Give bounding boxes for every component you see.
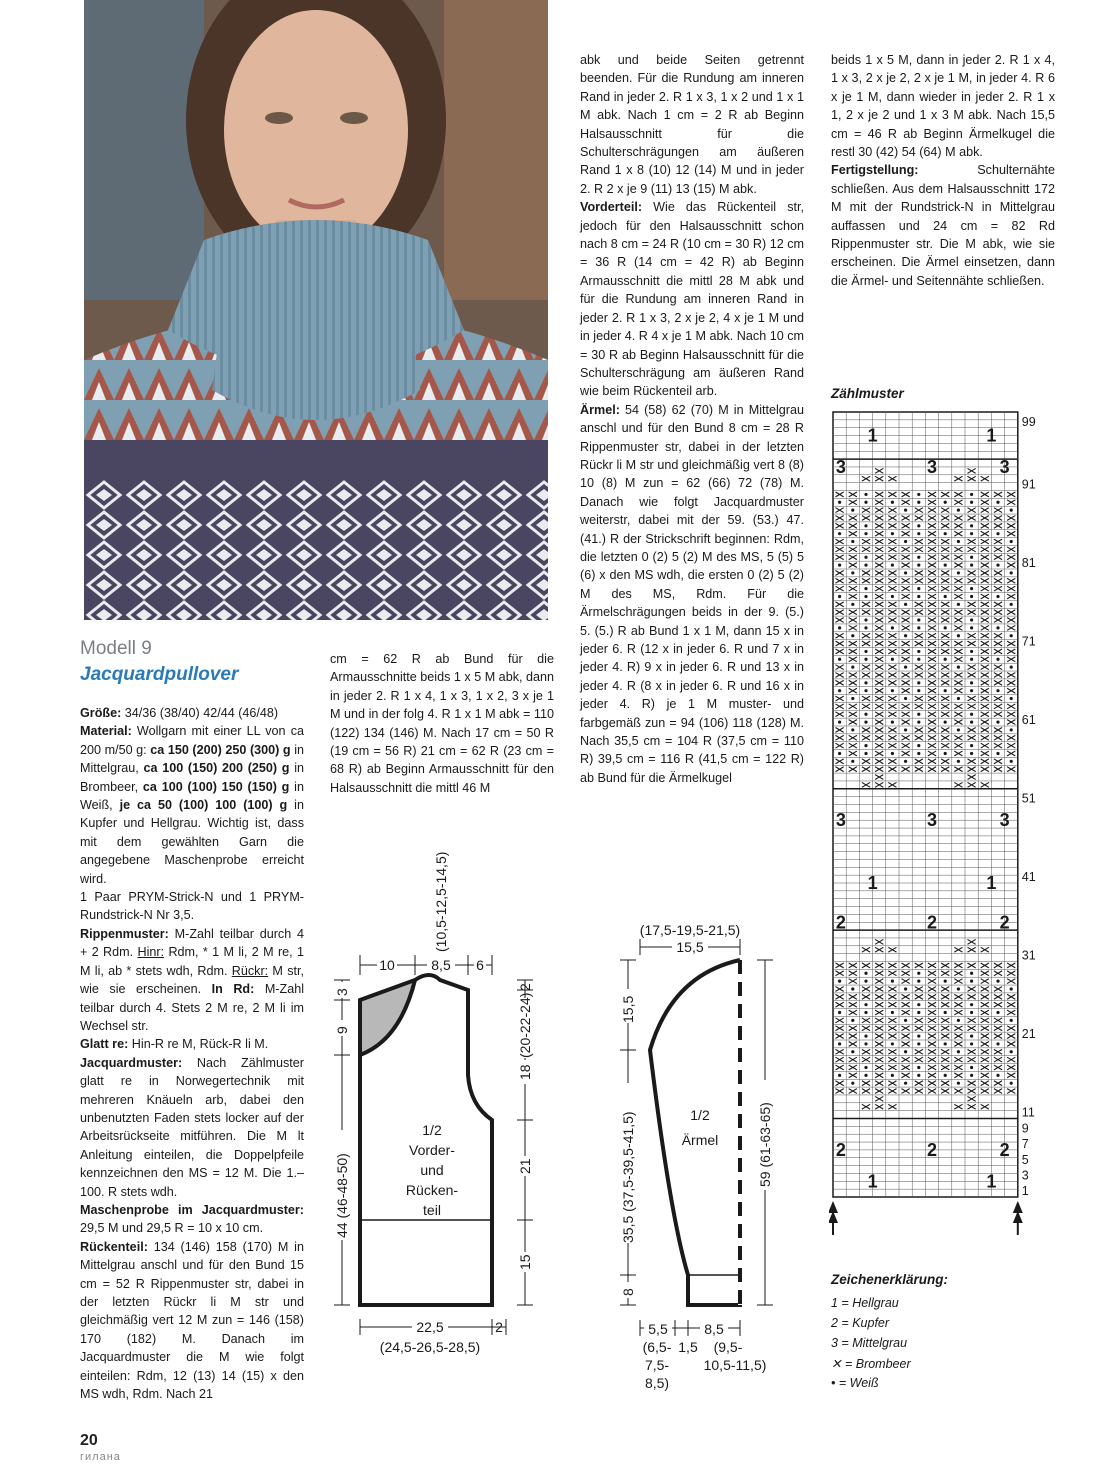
- chart-number: 1: [867, 873, 878, 893]
- row-label: 21: [1021, 1027, 1036, 1042]
- sleeve-bottom-55-a: (6,5-: [642, 1339, 672, 1355]
- row-label: 41: [1021, 870, 1036, 885]
- chart-number: 2: [999, 912, 1010, 933]
- dim-right-15: 15: [517, 1254, 533, 1270]
- maschen-para: Maschenprobe im Jacquardmuster: 29,5 M und 29,5 R = 10 x 10 cm.: [80, 1202, 304, 1236]
- chart-number: 3: [835, 456, 846, 477]
- chart-number: 1: [986, 425, 997, 446]
- aermel-para: Ärmel: 54 (58) 62 (70) M in Mittelgrau anschl und für den Bund 8 cm = 28 R Rippenmuster str, dabei in der letzten Rückr li M str und gleichmäßig vert 8 (8) 10 (8) M zun = 62 (66) 72 (78) M. Danach wie folgt Jacquardmuster weiterstr, dabei mit der 59. (53.) 47. (41.) R der Strickschrift beginnen: Rdm, die letzten 0 (2) 5 (2) M des MS, 5 (5) 5 (6) x den MS wdh, die ersten 0 (2) 5 (2) M des MS, Rdm. Für die Ärmelschrägungen beids in der 9. (5.) 5. (5.) R ab Bund 1 x 1 M, dann 15 x in jeder 6. R (12 x in jeder 6. R und 7 x in jeder 4. R) 9 x in jeder 6. R und 13 x in jeder 4. R (8 x in jeder 6. R und 16 x in jeder 4. R) je 1 M muster- und farbgemäß zun = 94 (106) 118 (128) M. Nach 35,5 cm = 104 R (37,5 cm = 110 R) 39,5 cm = 116 R (41,5 cm = 122 R) ab Bund für die Ärmelkugel: [580, 402, 804, 785]
- sleeve-label-1: 1/2: [690, 1107, 710, 1123]
- chart-number: 2: [835, 912, 846, 933]
- body-label-4: Rücken-: [405, 1182, 459, 1198]
- sleeve-bottom-85-b: 10,5-11,5): [703, 1357, 767, 1373]
- chart-number: 1: [986, 873, 997, 893]
- chart-number: 1: [867, 1171, 878, 1192]
- sleeve-top-155: 15,5: [676, 939, 704, 955]
- dim-right-2: 2: [517, 983, 533, 991]
- chart-grid: [833, 412, 1018, 1197]
- sleeve-bottom-55-c: 8,5): [644, 1375, 670, 1391]
- row-label: 31: [1021, 948, 1036, 963]
- photo-illustration: [84, 0, 548, 620]
- dim-left-44: 44 (46-48-50): [334, 1153, 350, 1238]
- col2-para: cm = 62 R ab Bund für die Armausschnitte beids 1 x 5 M abk, dann in jeder 2. R 1 x 4, 1 x 3, 1 x 2, 3 x je 1 M und in der folg 4. R 1 x 1 M abk = 110 (122) 134 (146) M. Nach 17 cm = 50 R (19 cm = 56 R) 21 cm = 62 R (23 cm = 68 R) ab Beginn Armausschnitt für den Halsausschnitt die mittl 46 M: [330, 652, 555, 795]
- sleeve-bottom-15: 1,5: [678, 1339, 698, 1355]
- row-label: 3: [1021, 1168, 1029, 1183]
- chart-number: 1: [867, 425, 878, 446]
- rippen-para: Rippenmuster: M-Zahl teilbar durch 4 + 2 Rdm. Hinr: Rdm, * 1 M li, 2 M re, 1 M li, ab * stets wdh, Rdm. Rückr: M str, wie sie erscheinen. In Rd: M-Zahl teilbar durch 4. Stets 2 M re, 2 M li im Wechsel str.: [80, 926, 304, 1033]
- sleeve-right-59: 59 (61-63-65): [757, 1102, 773, 1187]
- needles-para: 1 Paar PRYM-Strick-N und 1 PRYM-Rundstrick-N Nr 3,5.: [80, 890, 304, 923]
- column-2: [330, 650, 554, 797]
- column-3: [580, 51, 804, 787]
- glatt-para: Glatt re: Hin-R re M, Rück-R li M.: [80, 1037, 269, 1052]
- sleeve-top-sizes: (17,5-19,5-21,5): [639, 922, 741, 938]
- chart-number: 3: [926, 456, 938, 477]
- sleeve-left-355: 35,5 (37,5-39,5-41,5): [620, 1111, 636, 1243]
- dim-left-3: 3: [334, 988, 350, 996]
- row-label: 9: [1021, 1121, 1029, 1136]
- dim-top-10: 10: [379, 957, 395, 973]
- ruecken-para: Rückenteil: 134 (146) 158 (170) M in Mittelgrau anschl und für den Bund 15 cm = 52 R Rippenmuster str, dabei in der letzten Rückr li M str und gleichmäßig vert 12 M zun = 146 (158) 170 (182) M. Danach im Jacquardmuster die M wie folgt einteilen: Rdm, 12 (13) 14 (15) x den MS wdh, Rdm. Nach 21: [80, 1239, 304, 1402]
- col3-para1: abk und beide Seiten getrennt beenden. Für die Rundung am inneren Rand in jeder 2. R 1 x 3, 1 x 2 und 1 x 1 M abk. Nach 1 cm = 2 R ab Beginn Halsausschnitt für die Schulterschrägungen am äußeren Rand 1 x 8 (10) 12 (14) M und in jeder 2. R 2 x je 9 (11) 13 (15) M abk.: [580, 53, 804, 196]
- row-label: 7: [1021, 1137, 1029, 1152]
- chart-number: 3: [926, 810, 938, 831]
- chart-number: 2: [926, 1139, 938, 1160]
- dim-top-neck: (10,5-12,5-14,5): [433, 851, 449, 952]
- groesse-para: Größe: 34/36 (38/40) 42/44 (46/48): [80, 706, 279, 720]
- sleeve-bottom-55: 5,5: [648, 1321, 668, 1337]
- chart-number: 3: [835, 810, 846, 831]
- dim-right-18: 18: [517, 1064, 533, 1080]
- legend-title: Zeichenerklärung:: [831, 1272, 949, 1287]
- dim-top-6: 6: [476, 957, 484, 973]
- sleeve-bottom-85-a: (9,5-: [713, 1339, 743, 1355]
- material-para: Material: Wollgarn mit einer LL von ca 200 m/50 g: ca 150 (200) 250 (300) g in Mittelgrau, ca 100 (150) 200 (250) g in Brombeer, ca 100 (100) 150 (150) g in Weiß, je ca 50 (100) 100 (100) g in Kupfer und Hellgrau. Wichtig ist, dass mit dem gewählten Garn die angegebene Maschenprobe erreicht wird.: [80, 724, 304, 886]
- row-label: 61: [1021, 713, 1036, 728]
- page-number: 20: [80, 1432, 98, 1449]
- dim-left-9: 9: [334, 1026, 350, 1034]
- zaehlmuster-chart: [829, 410, 1069, 1260]
- dim-bottom-2: 2: [495, 1319, 503, 1335]
- legend-item-3: 3 = Mittelgrau: [831, 1336, 908, 1350]
- chart-number: 3: [999, 810, 1010, 831]
- fertig-para: Fertigstellung: Schulternähte schließen. Aus dem Halsausschnitt 172 M mit der Rundstrick-N in Mittelgrau auffassen und 24 cm = 82 Rd Rippenmuster str. Die M abk, wie sie erscheinen. Die Ärmel einsetzen, dann die Ärmel- und Seitennähte schließen.: [831, 163, 1055, 288]
- model-photo: [84, 0, 548, 620]
- column-1: [80, 704, 304, 1403]
- magazine-name: гилана: [80, 1451, 121, 1463]
- dim-bottom-sizes: (24,5-26,5-28,5): [379, 1339, 481, 1355]
- row-label: 51: [1021, 791, 1036, 806]
- legend-item-1: 1 = Hellgrau: [831, 1296, 899, 1310]
- sleeve-left-8: 8: [620, 1288, 636, 1296]
- model-label: Modell 9: [80, 638, 152, 659]
- legend-item-2: 2 = Kupfer: [831, 1316, 890, 1330]
- row-label: 99: [1021, 414, 1036, 429]
- chart-number: 2: [835, 1139, 846, 1160]
- chart-number: 2: [999, 1139, 1010, 1160]
- dim-right-21: 21: [517, 1158, 533, 1174]
- chart-number: 2: [926, 912, 938, 933]
- legend-item-5: • = Weiß: [831, 1376, 879, 1390]
- row-label: 91: [1021, 477, 1036, 492]
- sleeve-bottom-55-b: 7,5-: [644, 1357, 670, 1373]
- body-label-2: Vorder-: [409, 1142, 455, 1158]
- chart-number: 1: [986, 1171, 997, 1192]
- body-label-3: und: [420, 1162, 444, 1178]
- body-label-1: 1/2: [422, 1122, 442, 1138]
- dim-bottom-225: 22,5: [416, 1319, 444, 1335]
- dim-top-85: 8,5: [431, 957, 451, 973]
- cross-icon: ✕: [831, 1357, 842, 1371]
- sleeve-schematic: [600, 915, 800, 1395]
- legend-item-4: ✕ = Brombeer: [831, 1357, 911, 1371]
- vorder-para: Vorderteil: Wie das Rückenteil str, jedoch für den Halsausschnitt schon nach 8 cm = 24 R (10 cm = 30 R) 12 cm = 36 R (14 cm = 42 R) ab Beginn Armausschnitt die mittl 28 M abk und für die Rundung am inneren Rand in jeder 2. R 1 x 3, 2 x je 2, 4 x je 1 M und in jeder 4. R 4 x je 1 M abk. Nach 10 cm = 30 R ab Beginn Halsausschnitt für die Schulterschrägung am äußeren Rand wie beim Rückenteil arb.: [580, 200, 804, 399]
- jacq-para: Jacquardmuster: Nach Zählmuster glatt re in Norwegertechnik mit mehreren Knäueln arb, dabei den unbenutzten Faden stets locker auf der Arbeitsrückseite mitführen. Die M lt Anleitung einteilen, die Doppelpfeile kennzeichnen den MS = 12 M. Die 1.–100. R stets wdh.: [80, 1055, 304, 1199]
- column-4: [831, 51, 1055, 290]
- chart-title: Zählmuster: [831, 386, 904, 401]
- chart-number: 3: [999, 456, 1010, 477]
- sleeve-label-2: Ärmel: [681, 1132, 719, 1148]
- dot-icon: •: [831, 1376, 836, 1390]
- col4-para1: beids 1 x 5 M, dann in jeder 2. R 1 x 4, 1 x 3, 2 x je 2, 2 x je 1 M, in jeder 4. R 6 x je 1 M, dann wieder in jeder 2. R 1 x 1, 2 x je 2 und 1 x 3 M abk. Nach 15,5 cm = 46 R ab Beginn Ärmelkugel die restl 30 (42) 54 (64) M abk.: [831, 53, 1055, 160]
- body-schematic: [320, 830, 550, 1370]
- row-label: 81: [1021, 556, 1036, 571]
- row-label: 1: [1021, 1184, 1029, 1199]
- dim-right-20: (20-22-24): [517, 992, 533, 1058]
- sleeve-bottom-85: 8,5: [704, 1321, 724, 1337]
- model-title: Jacquardpullover: [80, 664, 239, 685]
- row-label: 5: [1021, 1152, 1029, 1167]
- body-label-5: teil: [423, 1202, 441, 1218]
- sleeve-left-155: 15,5: [620, 995, 636, 1023]
- row-label: 71: [1021, 634, 1036, 649]
- row-label: 11: [1021, 1105, 1035, 1120]
